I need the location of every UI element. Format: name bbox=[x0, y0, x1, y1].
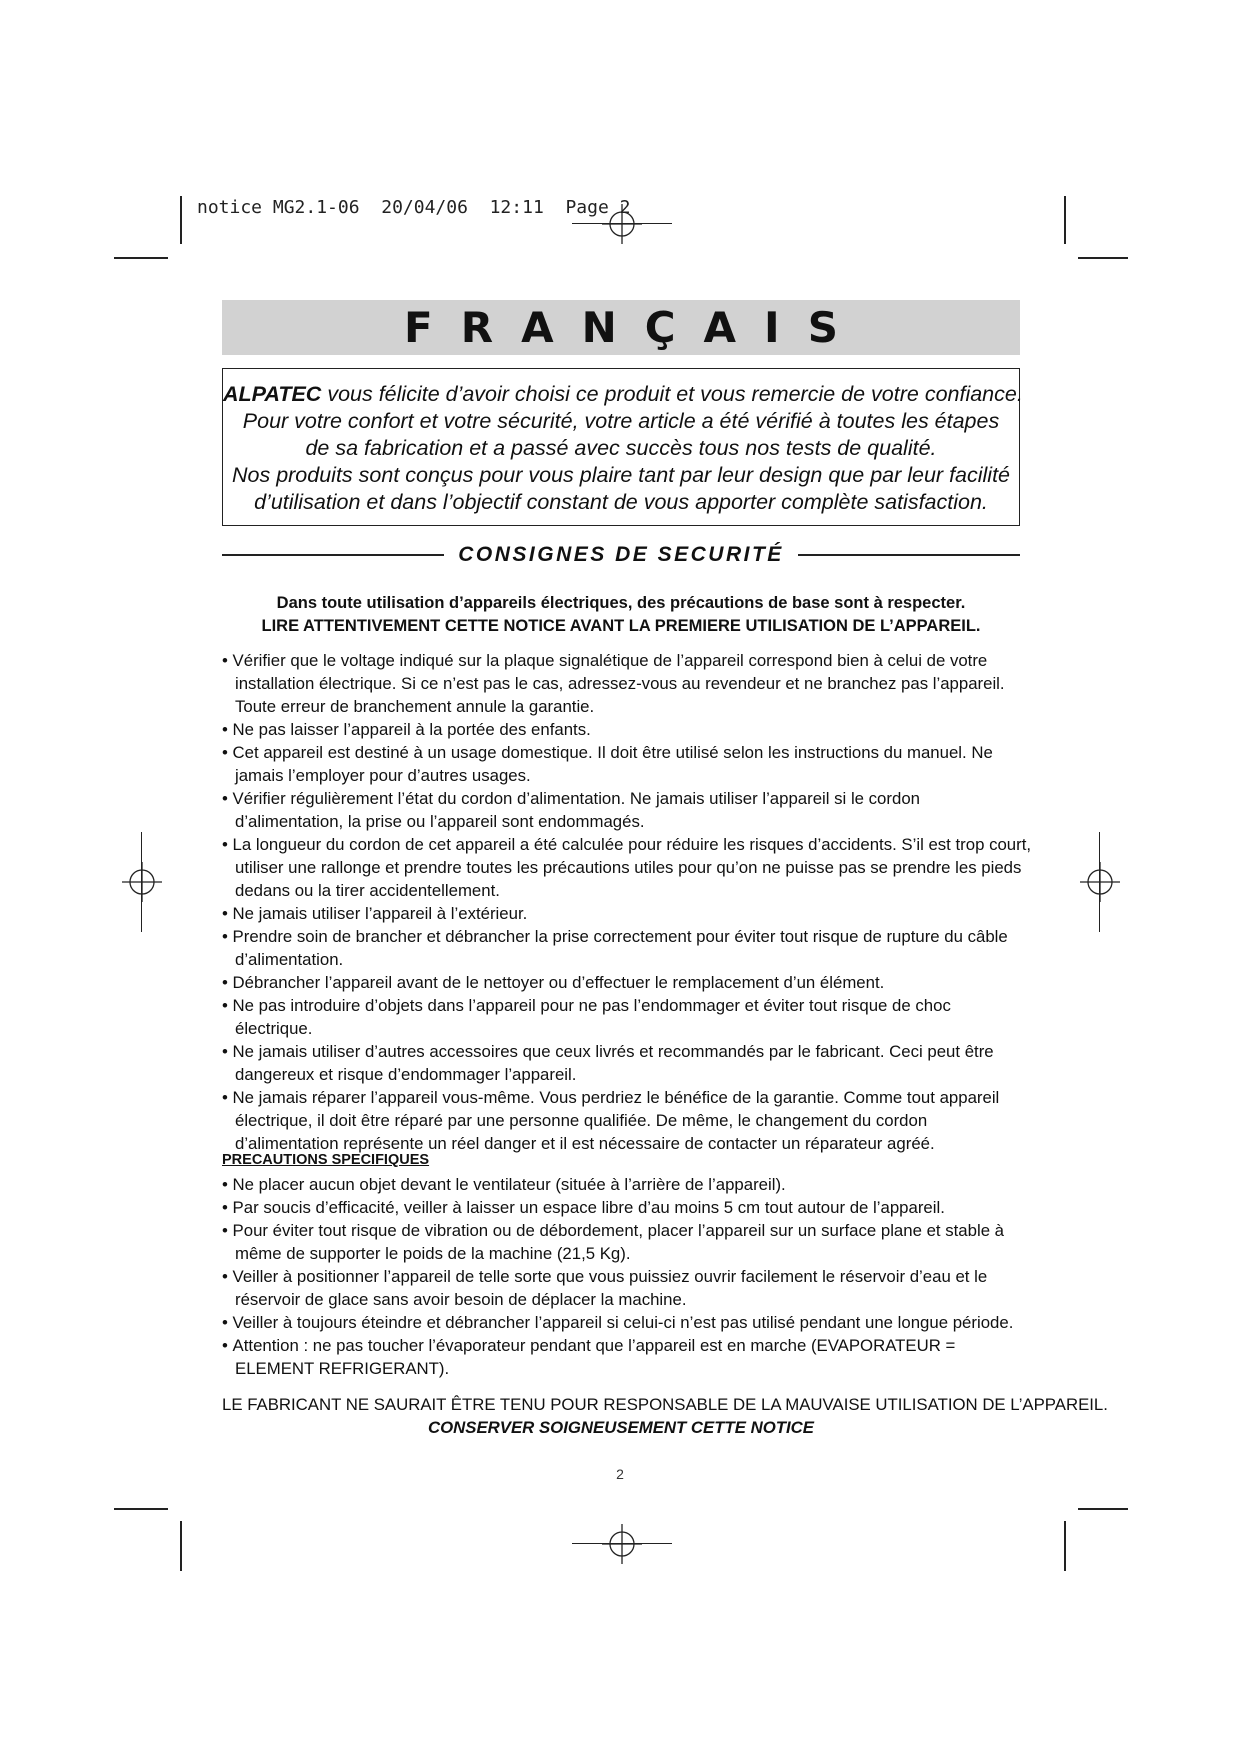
list-item: • Ne pas introduire d’objets dans l’appareil pour ne pas l’endommager et éviter tout risque de choc électrique. bbox=[222, 994, 1032, 1040]
crop-mark bbox=[180, 1521, 182, 1571]
warning-line-2: LIRE ATTENTIVEMENT CETTE NOTICE AVANT LA PREMIERE UTILISATION DE L’APPAREIL. bbox=[261, 617, 981, 635]
print-slug: notice MG2.1-06 20/04/06 12:11 Page 2 bbox=[197, 197, 631, 218]
list-item: • Cet appareil est destiné à un usage domestique. Il doit être utilisé selon les instructions du manuel. Ne jamais l’employer pour d’autres usages. bbox=[222, 741, 1032, 787]
safety-section-heading bbox=[222, 540, 1020, 570]
safety-list bbox=[222, 649, 1032, 1155]
list-item: • Vérifier régulièrement l’état du cordon d’alimentation. Ne jamais utiliser l’appareil si le cordon d’alimentation, la prise ou l’appareil sont endommagés. bbox=[222, 787, 1032, 833]
list-item: • Débrancher l’appareil avant de le nettoyer ou d’effectuer le remplacement d’un élément. bbox=[222, 971, 1032, 994]
list-item: • Ne pas laisser l’appareil à la portée des enfants. bbox=[222, 718, 1032, 741]
list-item: • Pour éviter tout risque de vibration ou de débordement, placer l’appareil sur un surface plane et stable à même de supporter le poids de la machine (21,5 Kg). bbox=[222, 1219, 1032, 1265]
safety-heading-title: CONSIGNES DE SECURITÉ bbox=[458, 543, 784, 566]
intro-line-2: Pour votre confort et votre sécurité, votre article a été vérifié à toutes les étapes bbox=[242, 409, 1000, 433]
intro-box bbox=[222, 368, 1023, 526]
specific-precautions-heading: PRECAUTIONS SPECIFIQUES bbox=[222, 1152, 430, 1168]
specific-precautions bbox=[222, 1149, 1032, 1380]
crop-mark bbox=[572, 1543, 672, 1544]
heading-rule-right bbox=[798, 554, 1020, 556]
manufacturer-disclaimer: LE FABRICANT NE SAURAIT ÊTRE TENU POUR RESPONSABLE DE LA MAUVAISE UTILISATION DE L’APPAREIL. bbox=[222, 1395, 1108, 1414]
crop-mark bbox=[180, 196, 182, 244]
list-item: • Attention : ne pas toucher l’évaporateur pendant que l’appareil est en marche (EVAPORATEUR = ELEMENT REFRIGERANT). bbox=[222, 1334, 1032, 1380]
safety-warning bbox=[222, 592, 1020, 638]
list-item: • Par soucis d’efficacité, veiller à laisser un espace libre d’au moins 5 cm tout autour de l’appareil. bbox=[222, 1196, 1032, 1219]
crop-mark bbox=[114, 1508, 168, 1510]
crop-mark bbox=[1078, 1508, 1128, 1510]
crop-mark bbox=[1078, 257, 1128, 259]
list-item: • Vérifier que le voltage indiqué sur la plaque signalétique de l’appareil correspond bien à celui de votre installation électrique. Si ce n’est pas le cas, adressez-vous au revendeur et ne branchez pas l’appareil. Toute erreur de branchement annule la garantie. bbox=[222, 649, 1032, 718]
list-item: • Ne jamais utiliser l’appareil à l’extérieur. bbox=[222, 902, 1032, 925]
intro-line-4: Nos produits sont conçus pour vous plaire tant par leur design que par leur facilité bbox=[231, 463, 1011, 487]
list-item: • Ne jamais réparer l’appareil vous-même. Vous perdriez le bénéfice de la garantie. Comme tout appareil électrique, il doit être réparé par une personne qualifiée. De même, le changement du cordon d’alimentation représente un réel danger et il est nécessaire de contacter un réparateur agréé. bbox=[222, 1086, 1032, 1155]
list-item: • Ne jamais utiliser d’autres accessoires que ceux livrés et recommandés par le fabricant. Ceci peut être dangereux et risque d’endommager l’appareil. bbox=[222, 1040, 1032, 1086]
intro-line-5: d’utilisation et dans l’objectif constant de vous apporter complète satisfaction. bbox=[254, 490, 988, 514]
language-banner bbox=[222, 300, 1020, 355]
warning-line-1: Dans toute utilisation d’appareils électriques, des précautions de base sont à respecter. bbox=[276, 594, 966, 612]
list-item: • Veiller à positionner l’appareil de telle sorte que vous puissiez ouvrir facilement le réservoir d’eau et le réservoir de glace sans avoir besoin de déplacer la machine. bbox=[222, 1265, 1032, 1311]
list-item: • Veiller à toujours éteindre et débrancher l’appareil si celui-ci n’est pas utilisé pendant une longue période. bbox=[222, 1311, 1032, 1334]
list-item: • La longueur du cordon de cet appareil a été calculée pour réduire les risques d’accidents. S’il est trop court, utiliser une rallonge et prendre toutes les précautions utiles pour qu’on ne puisse pas se prendre les pieds dedans ou la tirer accidentellement. bbox=[222, 833, 1032, 902]
specific-list bbox=[222, 1173, 1032, 1380]
heading-rule-left bbox=[222, 554, 444, 556]
crop-mark bbox=[1064, 196, 1066, 244]
brand-name: ALPATEC bbox=[223, 382, 322, 406]
intro-line bbox=[223, 381, 1023, 408]
crop-mark bbox=[572, 223, 672, 224]
list-item: • Prendre soin de brancher et débrancher la prise correctement pour éviter tout risque de rupture du câble d’alimentation. bbox=[222, 925, 1032, 971]
language-title: FRANÇAIS bbox=[404, 303, 866, 352]
list-item: • Ne placer aucun objet devant le ventilateur (située à l’arrière de l’appareil). bbox=[222, 1173, 1032, 1196]
crop-mark bbox=[114, 257, 168, 259]
crop-mark bbox=[1099, 832, 1100, 932]
intro-line-1-text: vous félicite d’avoir choisi ce produit et vous remercie de votre confiance. bbox=[321, 382, 1023, 406]
page-number: 2 bbox=[616, 1466, 624, 1482]
safety-instructions bbox=[222, 649, 1032, 1155]
intro-line-3: de sa fabrication et a passé avec succès tous nos tests de qualité. bbox=[305, 436, 937, 460]
crop-mark bbox=[1064, 1521, 1066, 1571]
keep-notice: CONSERVER SOIGNEUSEMENT CETTE NOTICE bbox=[427, 1418, 814, 1437]
crop-mark bbox=[141, 832, 142, 932]
